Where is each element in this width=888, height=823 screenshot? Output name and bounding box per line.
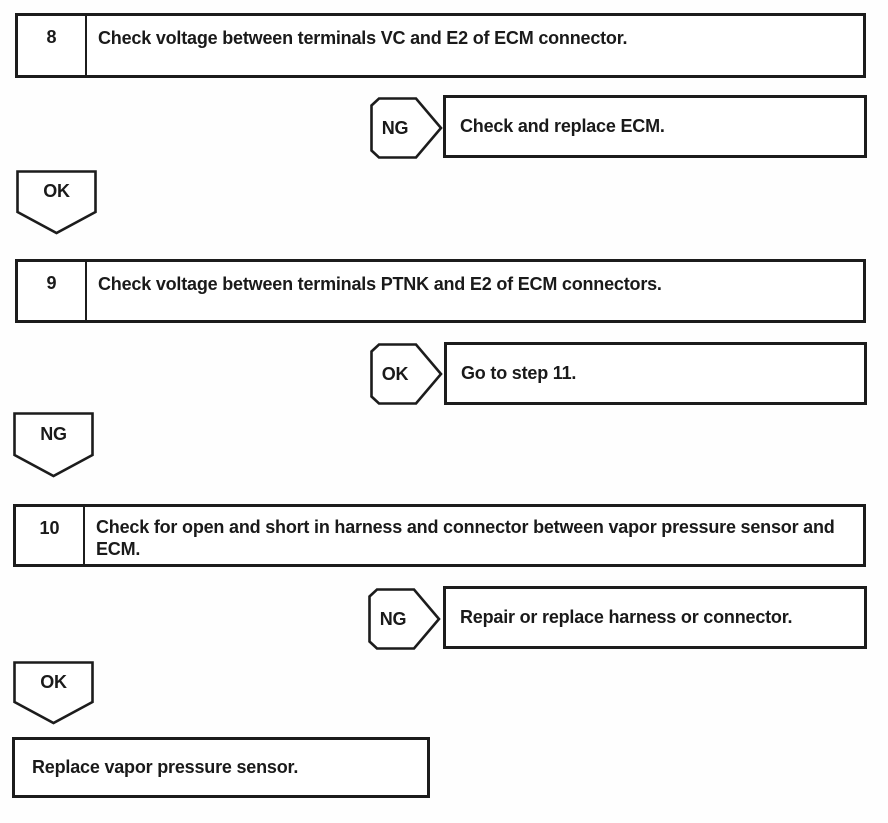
step-8-text: Check voltage between terminals VC and E2 of ECM connector. xyxy=(98,28,628,48)
step-10-number: 10 xyxy=(16,507,85,564)
step-9-number: 9 xyxy=(18,262,87,320)
ok-tag-icon xyxy=(370,343,443,405)
ok-connector-icon xyxy=(13,661,94,725)
result-box-check-replace-ecm: Check and replace ECM. xyxy=(443,95,867,158)
ok-tag-label: OK xyxy=(381,363,409,384)
result-box-go-to-step-11: Go to step 11. xyxy=(444,342,867,405)
ok-connector-label: OK xyxy=(43,181,70,201)
ok-connector-icon xyxy=(16,170,97,235)
step-9-box xyxy=(15,259,866,323)
ng-tag-label: NG xyxy=(379,608,407,629)
ng-tag-label: NG xyxy=(381,117,409,138)
ng-connector-icon xyxy=(13,412,94,478)
ng-connector-label: NG xyxy=(40,423,67,444)
ng-tag-icon xyxy=(370,97,443,159)
step-8-box xyxy=(15,13,866,78)
step-8-number: 8 xyxy=(18,16,87,75)
step-9-text: Check voltage between terminals PTNK and E2 of ECM connectors. xyxy=(98,274,662,294)
ng-tag-icon xyxy=(368,588,441,650)
step-10-text: Check for open and short in harness and connector between vapor pressure sensor and ECM. xyxy=(96,517,835,559)
ok-connector-label: OK xyxy=(40,671,67,692)
result-box-repair-replace-harness: Repair or replace harness or connector. xyxy=(443,586,867,649)
terminal-box-replace-sensor: Replace vapor pressure sensor. xyxy=(12,737,430,798)
step-10-box xyxy=(13,504,866,567)
